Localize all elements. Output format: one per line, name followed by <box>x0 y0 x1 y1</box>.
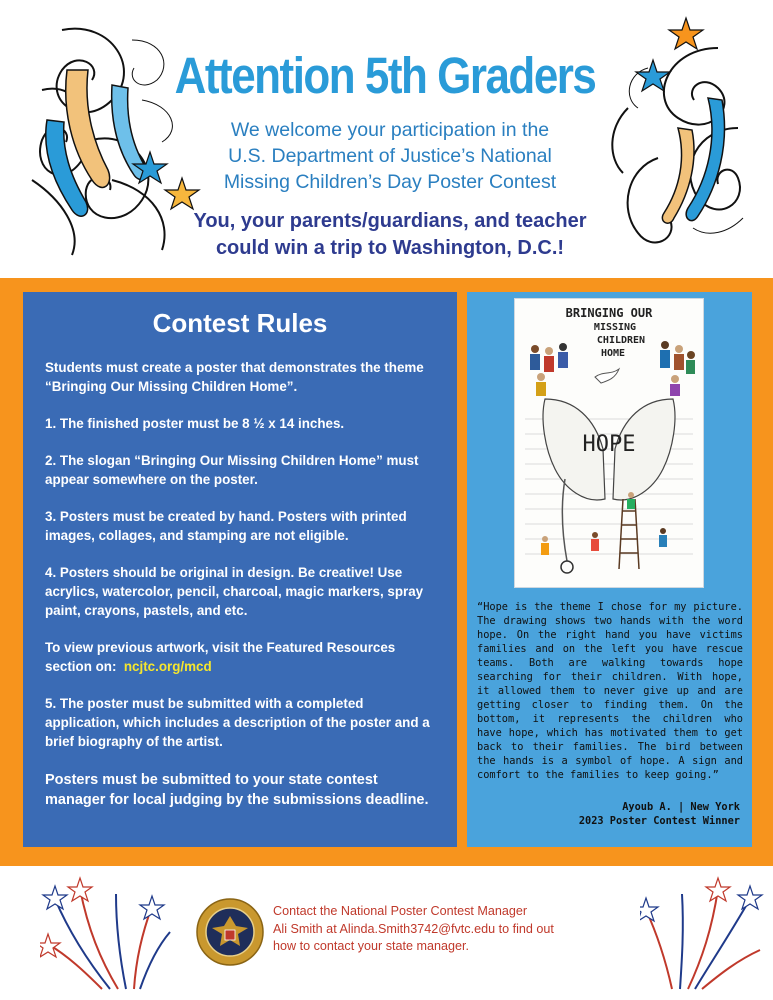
winning-artwork-panel <box>467 292 752 847</box>
dove-icon <box>595 369 619 383</box>
prize-line: You, your parents/guardians, and teacher <box>193 210 587 232</box>
children-figures <box>541 492 667 555</box>
decorative-swirl-stars-right <box>598 8 763 258</box>
contact-info <box>273 903 603 956</box>
contest-rules-panel <box>23 292 457 847</box>
rule-3: 3. Posters must be created by hand. Posters with printed images, collages, and stamping are not eligible. <box>45 509 407 543</box>
contact-line: how to contact your state manager. <box>273 939 470 953</box>
rule-4: 4. Posters should be original in design. Be creative! Use acrylics, watercolor, pencil, charcoal, magic markers, spray paint, crayons, pastels, and etc. <box>45 565 424 618</box>
ladder-icon <box>619 499 639 569</box>
artwork-link[interactable]: ncjtc.org/mcd <box>123 659 212 674</box>
poster-illustration <box>515 299 703 587</box>
rescue-team-figures <box>530 343 568 396</box>
intro-text <box>190 117 590 195</box>
rule-1: 1. The finished poster must be 8 ½ x 14 inches. <box>45 416 345 431</box>
poster-heading-line: BRINGING OUR <box>565 306 653 320</box>
page-title: Attention 5th Graders <box>174 48 596 105</box>
rule-2: 2. The slogan “Bringing Our Missing Children Home” must appear somewhere on the poster. <box>45 453 419 487</box>
footer <box>0 866 773 1000</box>
view-artwork-text <box>45 638 435 676</box>
tire-swing-icon <box>561 561 573 573</box>
rope-icon <box>562 479 567 561</box>
intro-line: Missing Children’s Day Poster Contest <box>223 171 557 193</box>
view-artwork-label: To view previous artwork, visit the Featured Resources section on: <box>45 640 396 674</box>
header <box>0 0 773 278</box>
prize-text <box>160 208 620 262</box>
contact-line: Contact the National Poster Contest Manager <box>273 904 528 918</box>
rules-intro: Students must create a poster that demonstrates the theme “Bringing Our Missing Children Home”. <box>45 360 424 394</box>
artist-statement: “Hope is the theme I chose for my picture. The drawing shows two hands with the word hope. On the right hand you have victims families and on the left you have rescue teams. Both are walking towards hope searching for their children. With hope, it allowed them to never give up and are getting closer to finding them. On the bottom, it represents the children who have hope, which has motivated them to get back to their families. The bird between the hands is a symbol of hope. A sign and comfort to the families to keep going.” <box>477 601 743 781</box>
intro-line: U.S. Department of Justice’s National <box>228 145 552 167</box>
rule-5: 5. The poster must be submitted with a completed application, which includes a description of the poster and a brief biography of the artist. <box>45 696 430 749</box>
winner-credit <box>579 800 740 828</box>
poster-heading-line: MISSING <box>593 322 637 333</box>
family-figures <box>660 341 695 396</box>
star-burst-left <box>40 874 175 994</box>
winning-poster-image <box>514 298 704 588</box>
doj-seal-icon <box>196 898 264 966</box>
poster-heading-line: CHILDREN <box>596 335 646 346</box>
star-burst-right <box>640 874 765 994</box>
award-title: 2023 Poster Contest Winner <box>578 815 740 827</box>
intro-line: We welcome your participation in the <box>230 119 550 141</box>
artist-name: Ayoub A. | New York <box>622 801 740 813</box>
prize-line: could win a trip to Washington, D.C.! <box>215 237 565 259</box>
poster-heading-line: HOME <box>600 348 626 359</box>
contact-line: Ali Smith at Alinda.Smith3742@fvtc.edu to find out <box>273 921 554 936</box>
poster-hope-word: HOPE <box>582 432 636 457</box>
rules-closing: Posters must be submitted to your state contest manager for local judging by the submissions deadline. <box>45 772 429 808</box>
rules-title: Contest Rules <box>152 308 328 338</box>
